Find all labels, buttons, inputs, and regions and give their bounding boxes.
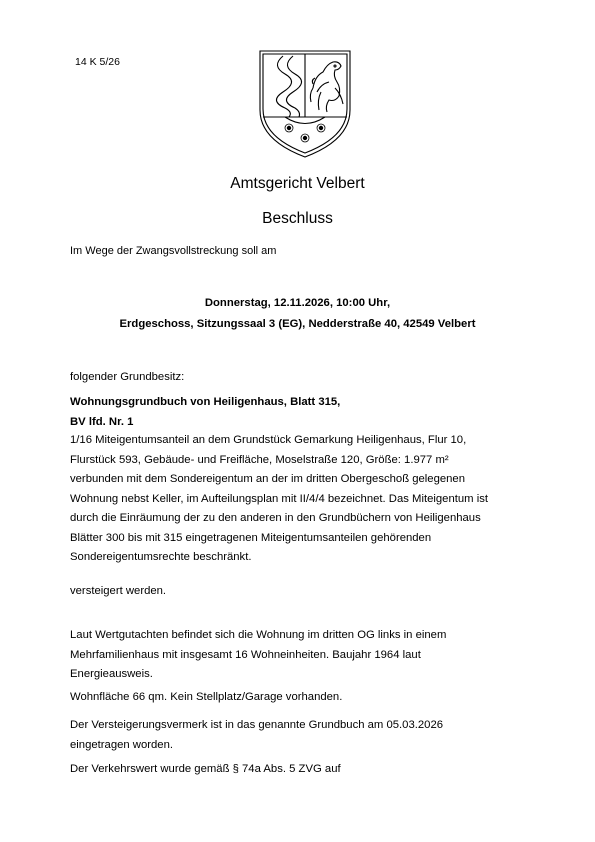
versteigert-text: versteigert werden. — [70, 585, 167, 597]
file-number: 14 K 5/26 — [75, 56, 120, 68]
appointment-location: Erdgeschoss, Sitzungssaal 3 (EG), Nedderstraße 40, 42549 Velbert — [119, 318, 476, 330]
document-title: Beschluss — [262, 210, 333, 227]
grundbesitz-label: folgender Grundbesitz: — [70, 371, 185, 383]
grundbuch-title: Wohnungsgrundbuch von Heiligenhaus, Blatt 315, — [70, 396, 341, 408]
paragraph-line: Energieausweis. — [70, 668, 153, 680]
grundbuch-heading — [70, 393, 340, 432]
intro-text: Im Wege der Zwangsvollstreckung soll am — [70, 245, 277, 257]
description-line: Blätter 300 bis mit 315 eingetragenen Miteigentumsanteilen gehörenden — [70, 531, 432, 544]
description-line: Wohnung nebst Keller, im Aufteilungsplan mit II/4/4 bezeichnet. Das Miteigentum ist — [70, 492, 489, 505]
versteigerungsvermerk-paragraph — [70, 716, 443, 755]
grundbuch-description — [70, 431, 488, 568]
paragraph-line: Mehrfamilienhaus mit insgesamt 16 Wohneinheiten. Baujahr 1964 laut — [70, 648, 421, 661]
paragraph-line: Der Versteigerungsvermerk ist in das genannte Grundbuch am 05.03.2026 — [70, 719, 444, 731]
description-line: Sondereigentumsrechte beschränkt. — [70, 551, 252, 563]
wohnflaeche-paragraph: Wohnfläche 66 qm. Kein Stellplatz/Garage vorhanden. — [70, 691, 343, 703]
appointment-date: Donnerstag, 12.11.2026, 10:00 Uhr, — [204, 297, 391, 309]
appointment-block — [0, 293, 595, 335]
paragraph-line: Laut Wertgutachten befindet sich die Wohnung im dritten OG links in einem — [70, 629, 447, 641]
paragraph-line: eingetragen worden. — [70, 738, 174, 751]
description-line: durch die Einräumung der zu den anderen in den Grundbüchern von Heiligenhaus — [70, 512, 481, 524]
description-line: 1/16 Miteigentumsanteil an dem Grundstück Gemarkung Heiligenhaus, Flur 10, — [70, 434, 467, 446]
court-name: Amtsgericht Velbert — [230, 175, 365, 192]
nrw-coat-of-arms-icon — [255, 48, 355, 160]
grundbuch-bv-number: BV lfd. Nr. 1 — [70, 415, 134, 428]
description-line: verbunden mit dem Sondereigentum an der im dritten Obergeschoß gelegenen — [70, 473, 465, 485]
verkehrswert-paragraph: Der Verkehrswert wurde gemäß § 74a Abs. 5 ZVG auf — [70, 763, 341, 775]
description-line: Flurstück 593, Gebäude- und Freifläche, Moselstraße 120, Größe: 1.977 m² — [70, 453, 449, 466]
wertgutachten-paragraph — [70, 626, 446, 685]
